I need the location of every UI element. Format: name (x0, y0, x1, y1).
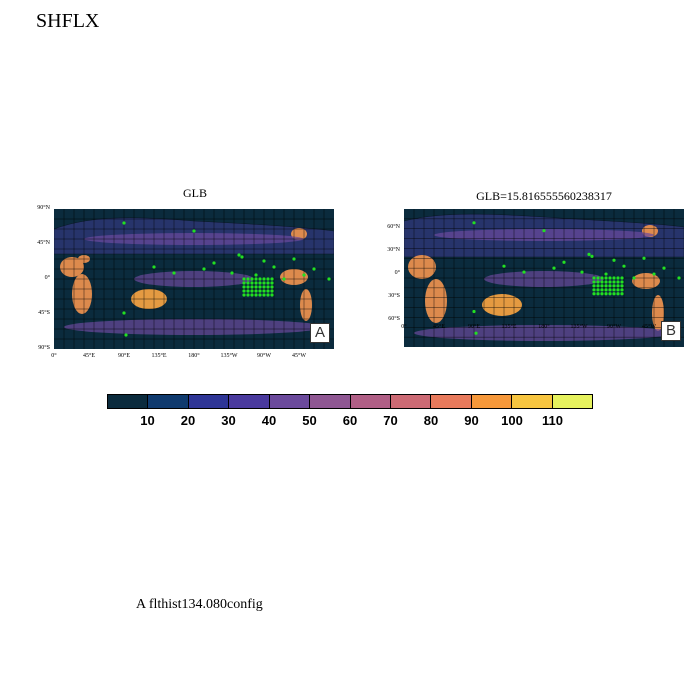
lon-tick-label: 135°W (570, 324, 588, 330)
lon-tick-label: 90°W (606, 324, 622, 330)
significance-marker (312, 267, 315, 270)
panel-b-title: GLB=15.816555560238317 (476, 189, 612, 203)
lon-tick-label: 45°W (641, 324, 657, 330)
significance-marker (254, 285, 257, 288)
significance-marker (292, 257, 295, 260)
significance-marker (270, 281, 273, 284)
lon-tick-label: 45°E (82, 353, 96, 359)
lon-tick-label: 90°E (117, 353, 131, 359)
significance-marker (250, 281, 253, 284)
panel-b-badge: B (661, 321, 681, 341)
lon-tick-label: 90°E (467, 324, 481, 330)
significance-marker (552, 267, 555, 270)
colorbar-label: 80 (423, 413, 439, 428)
significance-marker (272, 265, 275, 268)
significance-marker (270, 293, 273, 296)
significance-marker (616, 280, 619, 283)
significance-marker (262, 259, 265, 262)
colorbar-label: 50 (302, 413, 317, 428)
lat-tick-label: 45°S (38, 310, 50, 316)
significance-marker (632, 276, 635, 279)
lat-tick-label: 60°N (387, 224, 400, 230)
lat-tick-label: 30°S (388, 293, 400, 299)
significance-marker (242, 277, 245, 280)
colorbar-box (391, 395, 431, 408)
significance-marker (246, 277, 249, 280)
significance-marker (622, 265, 625, 268)
significance-marker (474, 332, 477, 335)
footer-caption: A flthist134.080config (136, 597, 263, 612)
significance-marker (608, 284, 611, 287)
colorbar-label: 70 (383, 413, 398, 428)
significance-marker (600, 284, 603, 287)
significance-marker (262, 285, 265, 288)
significance-marker (258, 285, 261, 288)
colorbar-box (148, 395, 188, 408)
colorbar-label: 40 (261, 413, 277, 428)
significance-marker (122, 221, 125, 224)
significance-marker (596, 292, 599, 295)
significance-marker (240, 255, 243, 258)
significance-marker (604, 272, 607, 275)
significance-marker (642, 257, 645, 260)
lon-tick-label: 135°W (220, 353, 238, 359)
significance-marker (596, 284, 599, 287)
significance-marker (620, 284, 623, 287)
significance-marker (152, 265, 155, 268)
significance-marker (246, 293, 249, 296)
lon-tick-label: 135°E (501, 324, 517, 330)
significance-marker (600, 276, 603, 279)
significance-marker (250, 293, 253, 296)
significance-marker (604, 288, 607, 291)
significance-marker (266, 281, 269, 284)
significance-marker (242, 289, 245, 292)
significance-marker (258, 277, 261, 280)
colorbar-box (270, 395, 310, 408)
colorbar-box (108, 395, 148, 408)
significance-marker (212, 261, 215, 264)
significance-marker (327, 277, 330, 280)
significance-marker (600, 292, 603, 295)
significance-marker (266, 285, 269, 288)
significance-marker (612, 288, 615, 291)
significance-marker (262, 281, 265, 284)
significance-marker (616, 292, 619, 295)
significance-marker (258, 281, 261, 284)
significance-marker (592, 284, 595, 287)
significance-marker (608, 288, 611, 291)
colorbar-box (553, 395, 592, 408)
lon-tick-label: 0° (51, 353, 57, 359)
significance-marker (542, 229, 545, 232)
lat-tick-label: 90°N (37, 205, 50, 211)
significance-marker (230, 271, 233, 274)
significance-marker (172, 271, 175, 274)
significance-marker (262, 289, 265, 292)
significance-marker (237, 253, 240, 256)
significance-marker (608, 292, 611, 295)
significance-marker (604, 276, 607, 279)
lon-tick-label: 45°E (432, 324, 446, 330)
significance-marker (608, 280, 611, 283)
lon-tick-label: 180° (188, 353, 200, 359)
panel-a-map-svg (54, 209, 334, 349)
significance-marker (266, 277, 269, 280)
lat-tick-label: 45°N (37, 240, 50, 246)
colorbar-label: 110 (542, 413, 563, 428)
significance-marker (592, 292, 595, 295)
significance-marker (592, 276, 595, 279)
significance-marker (262, 293, 265, 296)
significance-marker (282, 277, 285, 280)
significance-marker (590, 255, 593, 258)
significance-marker (592, 288, 595, 291)
significance-marker (472, 310, 475, 313)
colorbar-box (310, 395, 350, 408)
significance-marker (604, 292, 607, 295)
significance-marker (246, 285, 249, 288)
significance-marker (620, 280, 623, 283)
significance-marker (124, 333, 127, 336)
lon-tick-label: 135°E (151, 353, 167, 359)
lon-tick-label: 0° (401, 324, 407, 330)
significance-marker (242, 293, 245, 296)
significance-marker (600, 288, 603, 291)
significance-marker (254, 293, 257, 296)
significance-marker (254, 289, 257, 292)
significance-marker (246, 289, 249, 292)
panel-a-title: GLB (183, 186, 207, 200)
colorbar-label: 60 (342, 413, 358, 428)
lat-tick-label: 0° (44, 275, 50, 281)
colorbar-box (512, 395, 552, 408)
colorbar-label: 30 (221, 413, 236, 428)
significance-marker (612, 259, 615, 262)
significance-marker (258, 289, 261, 292)
significance-marker (202, 267, 205, 270)
significance-marker (254, 277, 257, 280)
significance-marker (250, 277, 253, 280)
significance-marker (270, 277, 273, 280)
significance-marker (270, 285, 273, 288)
colorbar-box (229, 395, 269, 408)
colorbar-box (431, 395, 471, 408)
significance-marker (192, 229, 195, 232)
significance-marker (608, 276, 611, 279)
significance-marker (502, 265, 505, 268)
significance-marker (596, 280, 599, 283)
colorbar-label: 100 (501, 413, 523, 428)
colorbar-label: 20 (180, 413, 196, 428)
significance-marker (242, 281, 245, 284)
significance-marker (250, 289, 253, 292)
significance-marker (596, 288, 599, 291)
significance-marker (620, 292, 623, 295)
panel-a-map (54, 209, 334, 349)
significance-marker (652, 272, 655, 275)
panel-a-badge: A (310, 323, 330, 343)
colorbar-box (351, 395, 391, 408)
significance-marker (250, 285, 253, 288)
lat-tick-label: 60°S (388, 316, 400, 322)
lat-tick-label: 0° (394, 270, 400, 276)
significance-marker (580, 270, 583, 273)
page-title: SHFLX (36, 10, 100, 32)
significance-marker (616, 276, 619, 279)
colorbar-box (189, 395, 229, 408)
lon-tick-label: 45°W (291, 353, 307, 359)
significance-marker (258, 293, 261, 296)
colorbar-box (472, 395, 512, 408)
significance-marker (122, 311, 125, 314)
significance-marker (604, 280, 607, 283)
significance-marker (270, 289, 273, 292)
significance-marker (600, 280, 603, 283)
significance-marker (662, 267, 665, 270)
colorbar-label: 10 (140, 413, 155, 428)
significance-marker (616, 284, 619, 287)
significance-marker (677, 276, 680, 279)
significance-marker (616, 288, 619, 291)
lat-tick-label: 90°S (38, 345, 50, 351)
significance-marker (592, 280, 595, 283)
significance-marker (620, 288, 623, 291)
significance-marker (302, 273, 305, 276)
significance-marker (254, 273, 257, 276)
significance-marker (604, 284, 607, 287)
lat-tick-label: 30°N (387, 247, 400, 253)
significance-marker (242, 285, 245, 288)
significance-marker (266, 293, 269, 296)
significance-marker (266, 289, 269, 292)
significance-marker (612, 276, 615, 279)
significance-marker (522, 270, 525, 273)
significance-marker (472, 221, 475, 224)
significance-marker (562, 261, 565, 264)
significance-marker (254, 281, 257, 284)
significance-marker (587, 253, 590, 256)
significance-marker (612, 284, 615, 287)
lon-tick-label: 180° (538, 324, 550, 330)
significance-marker (620, 276, 623, 279)
significance-marker (246, 281, 249, 284)
significance-marker (612, 292, 615, 295)
significance-marker (262, 277, 265, 280)
colorbar-label: 90 (464, 413, 479, 428)
significance-marker (612, 280, 615, 283)
significance-marker (596, 276, 599, 279)
lon-tick-label: 90°W (256, 353, 272, 359)
colorbar (107, 394, 593, 409)
